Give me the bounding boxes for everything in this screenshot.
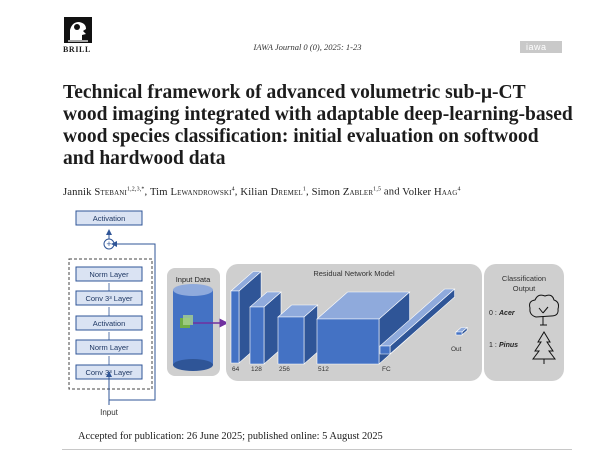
- network-stage-block-2: [278, 305, 318, 364]
- volume-cylinder: [173, 290, 213, 365]
- publisher-name: BRILL: [63, 45, 91, 54]
- block-input-label: Input: [100, 408, 118, 417]
- author-2: Kilian Dremel$^1$: [240, 186, 307, 198]
- input-data-panel: [167, 268, 227, 376]
- network-stage-label-0: 64: [232, 366, 240, 373]
- network-stage-block-1: [250, 292, 281, 364]
- input-panel-label: Input Data: [175, 275, 211, 284]
- classification-label-line1: Classification: [501, 274, 547, 283]
- publication-dates: Accepted for publication: 26 June 2025; published online: 5 August 2025: [78, 431, 383, 442]
- network-stage-label-2: 256: [279, 366, 290, 373]
- residual-block: [69, 211, 155, 417]
- journal-badge: iawa: [520, 41, 562, 53]
- classification-label-line2: Output: [512, 284, 536, 293]
- layer-label-5: Conv 3³ Layer: [85, 368, 133, 377]
- journal-citation: IAWA Journal 0 (0), 2025: 1-23: [253, 42, 362, 52]
- network-stage-label-4: FC: [382, 366, 391, 373]
- network-panel-label: Residual Network Model: [313, 269, 395, 278]
- network-stage-label-3: 512: [318, 366, 329, 373]
- author-3: Simon Zabler$^{1,5}$: [311, 186, 382, 198]
- graphical-abstract-figure: [62, 205, 572, 425]
- classification-panel: [484, 264, 564, 381]
- layer-label-4: Norm Layer: [89, 343, 129, 352]
- network-stage-label-1: 128: [251, 366, 262, 373]
- network-output-label: Out: [451, 346, 462, 353]
- class-1-index: 1 :: [489, 342, 497, 349]
- class-0-index: 0 :: [489, 310, 497, 317]
- author-list: Jannik Stebani$^{1,2,3,*}$, Tim Lewandrowski$^4$, Kilian Dremel$^1$, Simon Zabler$^{1,5}$ and Volker Haag$^4$: [63, 186, 461, 198]
- class-1-name: Pinus: [499, 342, 519, 349]
- layer-label-2: Conv 3³ Layer: [85, 294, 133, 303]
- layer-label-3: Activation: [92, 319, 126, 328]
- add-symbol: +: [106, 239, 112, 249]
- residual-network-panel: [226, 264, 482, 381]
- author-0: Jannik Stebani$^{1,2,3,*}$: [63, 186, 145, 198]
- layer-label-0: Activation: [92, 214, 126, 223]
- class-0-name: Acer: [499, 310, 515, 317]
- article-title: Technical framework of advanced volumetric sub-μ-CT wood imaging integrated with adaptable deep-learning-based wood species classification: initial evaluation on softwood and hardwood data: [63, 82, 573, 169]
- author-1: Tim Lewandrowski$^4$: [149, 186, 235, 198]
- layer-label-1: Norm Layer: [89, 270, 129, 279]
- divider: [62, 449, 572, 450]
- author-4: Volker Haag$^4$: [402, 186, 461, 198]
